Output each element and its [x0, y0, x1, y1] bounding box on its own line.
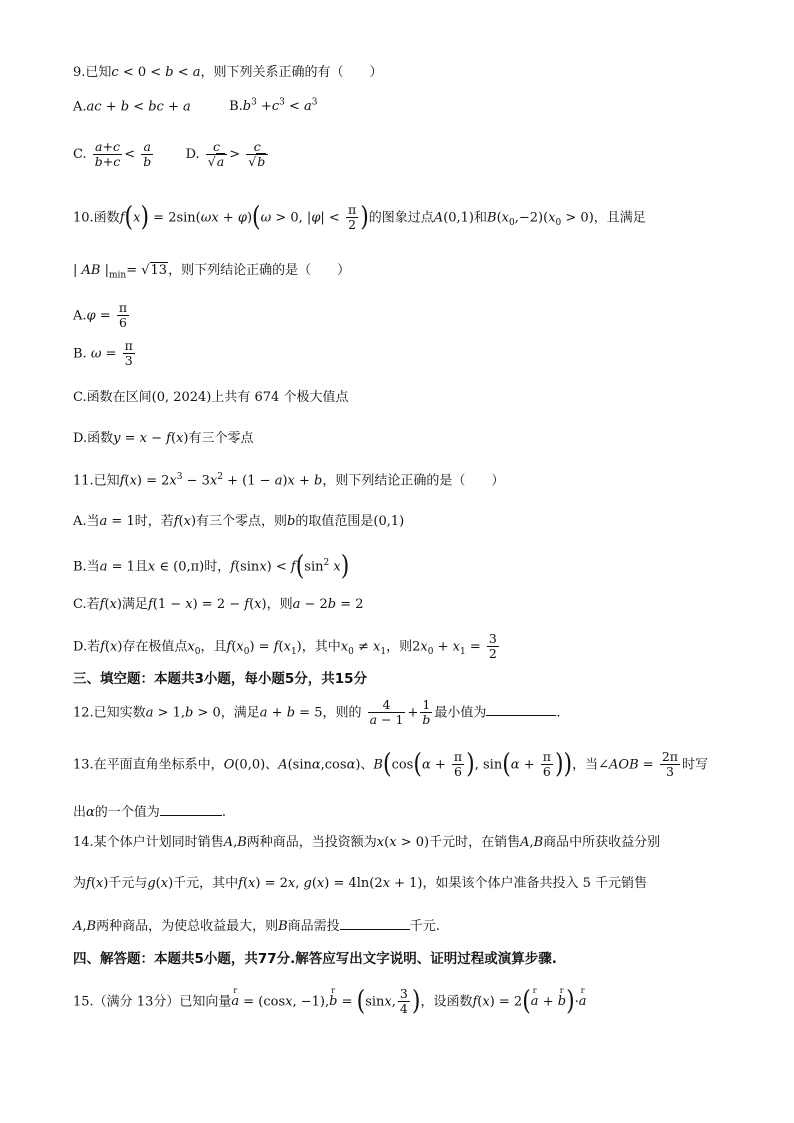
q14-answer-blank[interactable]: [340, 917, 410, 930]
q9-option-d: D. $\frac{c}{√a}$ > $\frac{c}{√b}$: [186, 147, 271, 162]
q11-option-c: C.若f(x)满足f(1 − x) = 2 − f(x)，则a − 2b = 2: [73, 597, 364, 612]
q10-option-d: D.函数y = x − f(x)有三个零点: [73, 431, 254, 446]
q11-option-b: B.当a = 1且x ∈ (0,π)时，$f(\sin x) < f(\sin^2$ x): [73, 550, 350, 582]
section-4-heading: 四、解答题：本题共5小题，共77分.解答应写出文字说明、证明过程或演算步骤.: [73, 951, 557, 967]
q12-answer-blank[interactable]: [486, 703, 556, 716]
q9-stem: 9.已知c < 0 < b < a，则下列关系正确的有（ ）: [73, 65, 383, 80]
q9-option-c: C. $\frac{a+c}{b+c}$ < $\frac{a}{b}$: [73, 139, 152, 170]
q12: 12.已知实数a > 1,b > 0，满足a + b = 5，则的 $\frac{4}{a - 1}$ + $\frac{1}{b}$ 最小值为 .: [73, 697, 561, 728]
q13-line-2: 出α的一个值为 .: [73, 805, 226, 820]
q10-option-b: B. ω = $\frac{\pi}{3}$: [73, 338, 133, 369]
section-3-heading: 三、填空题：本题共3小题，每小题5分，共15分: [73, 671, 368, 687]
q10-option-a: A.φ = $\frac{\pi}{6}$: [73, 300, 128, 331]
q14-line-3: A,B两种商品，为使总收益最大，则B商品需投 千元.: [73, 919, 440, 934]
q13-answer-blank[interactable]: [160, 803, 222, 816]
q9-options-cd: [73, 140, 270, 170]
q9-options-ab: [73, 99, 318, 113]
q15: 15.（满分 13分）已知向量r a = (cosx, −1),r b = (sinx, $\frac{3}{4}$ )，设函数f(x) = 2(r a + r b)·r a: [73, 987, 587, 1017]
q14-line-1: 14.某个体户计划同时销售A,B两种商品，当投资额为x(x > 0)千元时，在销售A,B商品中所获收益分别: [73, 835, 661, 850]
q10-option-c: C.函数在区间(0, 2024)上共有 674 个极大值点: [73, 390, 349, 405]
q11-option-a: A.当a = 1时，若f(x)有三个零点，则b的取值范围是(0,1): [73, 514, 405, 529]
q9-option-b: $B.b^3 +c^3 < a^3$: [229, 98, 318, 115]
q10-stem-2: | AB $|_{min}= √13$，则下列结论正确的是（ ）: [73, 263, 351, 281]
q11-option-d: D.若f(x)存在极值点$x_0$，且$f(x_0) = f(x_1)$，其中$x_0 \ne x_1$，则$2x_0 + x_1$ = $\frac{3}{2}$: [73, 631, 497, 662]
q14-line-2: 为f(x)千元与g(x)千元，其中f(x) = 2x, g(x) = 4ln(2x + 1)，如果该个体户准备共投入 5 千元销售: [73, 876, 648, 891]
q13-line-1: 13.在平面直角坐标系中，O(0,0)、A(sinα,cosα)、B(cos(α + $\frac{\pi}{6}$ ), sin(α + $\frac{\pi}{6}$ ))，当∠AOB = $\frac{2\pi}{3}$ 时写: [73, 748, 709, 780]
q9-option-a: A.ac + b < bc + a: [73, 99, 191, 115]
q10-stem: 10.函数f(x) = 2sin(ωx + φ)(ω > 0, |φ| < $\frac{\pi}{2}$ )的图象过点A(0,1)和$B(x_0,-2)(x_0 > 0)$，且满足: [73, 201, 646, 233]
q11-stem: 11.已知$f(x) = 2x^3 - 3x^2 + (1 - a)x + b$，则下列结论正确的是（ ）: [73, 472, 505, 489]
